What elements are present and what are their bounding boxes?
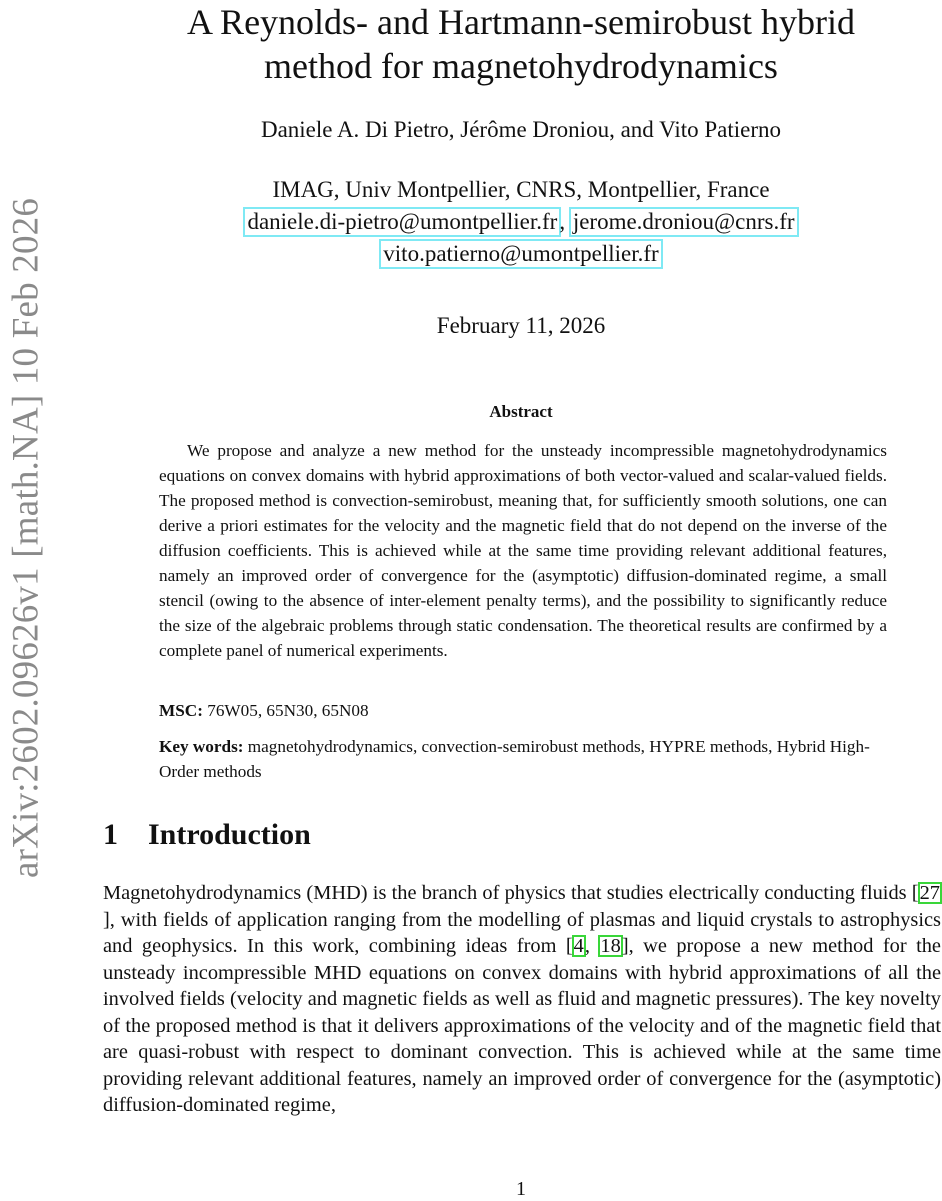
intro-text-1: Magnetohydrodynamics (MHD) is the branch of physics that studies electrically conducting fluids [ <box>103 882 919 904</box>
arxiv-identifier: arXiv:2602.09626v1 [math.NA] 10 Feb 2026 <box>5 197 47 879</box>
section-number: 1 <box>103 818 118 851</box>
keywords-label: Key words: <box>159 737 244 756</box>
intro-text-2: ], with fields of application ranging from the modelling of plasmas and liquid crystals to astrophysics and geophysics. In this work, combining ideas from [ <box>103 908 941 957</box>
intro-text-4: ], we propose a new method for the unsteady incompressible MHD equations on convex domains with hybrid approximations of all the involved fields (velocity and magnetic fields as well as fluid and magnetic pressures). The key novelty of the proposed method is that it delivers approximations of the velocity and of the magnetic field that are quasi-robust with respect to dominant convection. This is achieved while at the same time providing relevant additional features, namely an improved order of convergence for the (asymptotic) diffusion-dominated regime, <box>103 935 941 1116</box>
email-link-patierno[interactable]: vito.patierno@umontpellier.fr <box>383 241 659 266</box>
email-line-1 <box>100 206 942 238</box>
section-heading <box>103 818 311 852</box>
section-title: Introduction <box>148 818 311 851</box>
email-link-droniou[interactable]: jerome.droniou@cnrs.fr <box>572 209 795 234</box>
affiliation-block <box>100 174 942 270</box>
abstract-text: We propose and analyze a new method for the unsteady incompressible magnetohydrodynamics equations on convex domains with hybrid approximations of both vector-valued and scalar-valued fields. The proposed method is convection-semirobust, meaning that, for sufficiently smooth solutions, one can derive a priori estimates for the velocity and the magnetic field that do not depend on the inverse of the diffusion coefficients. This is achieved while at the same time providing relevant additional features, namely an improved order of convergence for the (asymptotic) diffusion-dominated regime, a small stencil (owing to the absence of inter-element penalty terms), and the possibility to significantly reduce the size of the algebraic problems through static condensation. The theoretical results are confirmed by a complete panel of numerical experiments. <box>159 441 887 660</box>
email-separator: , <box>559 209 566 234</box>
keywords-line <box>159 734 887 784</box>
citation-link-27[interactable]: 27 <box>919 882 940 904</box>
intro-paragraph <box>103 880 941 1119</box>
email-line-2 <box>100 238 942 270</box>
affiliation: IMAG, Univ Montpellier, CNRS, Montpellier, France <box>272 177 770 202</box>
page-number: 1 <box>516 1178 526 1200</box>
msc-value: 76W05, 65N30, 65N08 <box>207 701 369 720</box>
abstract-heading: Abstract <box>489 402 553 421</box>
citation-link-4[interactable]: 4 <box>573 935 584 957</box>
paper-title <box>100 0 942 88</box>
msc-line <box>159 701 369 721</box>
intro-text-3: , <box>584 935 600 957</box>
title-line-1: A Reynolds- and Hartmann-semirobust hybrid <box>187 2 855 42</box>
keywords-value: magnetohydrodynamics, convection-semirobust methods, HYPRE methods, Hybrid High-Order methods <box>159 737 870 781</box>
author-list: Daniele A. Di Pietro, Jérôme Droniou, and Vito Patierno <box>260 117 782 142</box>
email-link-dipietro[interactable]: daniele.di-pietro@umontpellier.fr <box>247 209 558 234</box>
msc-label: MSC: <box>159 701 203 720</box>
title-line-2: method for magnetohydrodynamics <box>264 46 778 86</box>
citation-link-18[interactable]: 18 <box>600 935 621 957</box>
publication-date: February 11, 2026 <box>436 313 606 338</box>
